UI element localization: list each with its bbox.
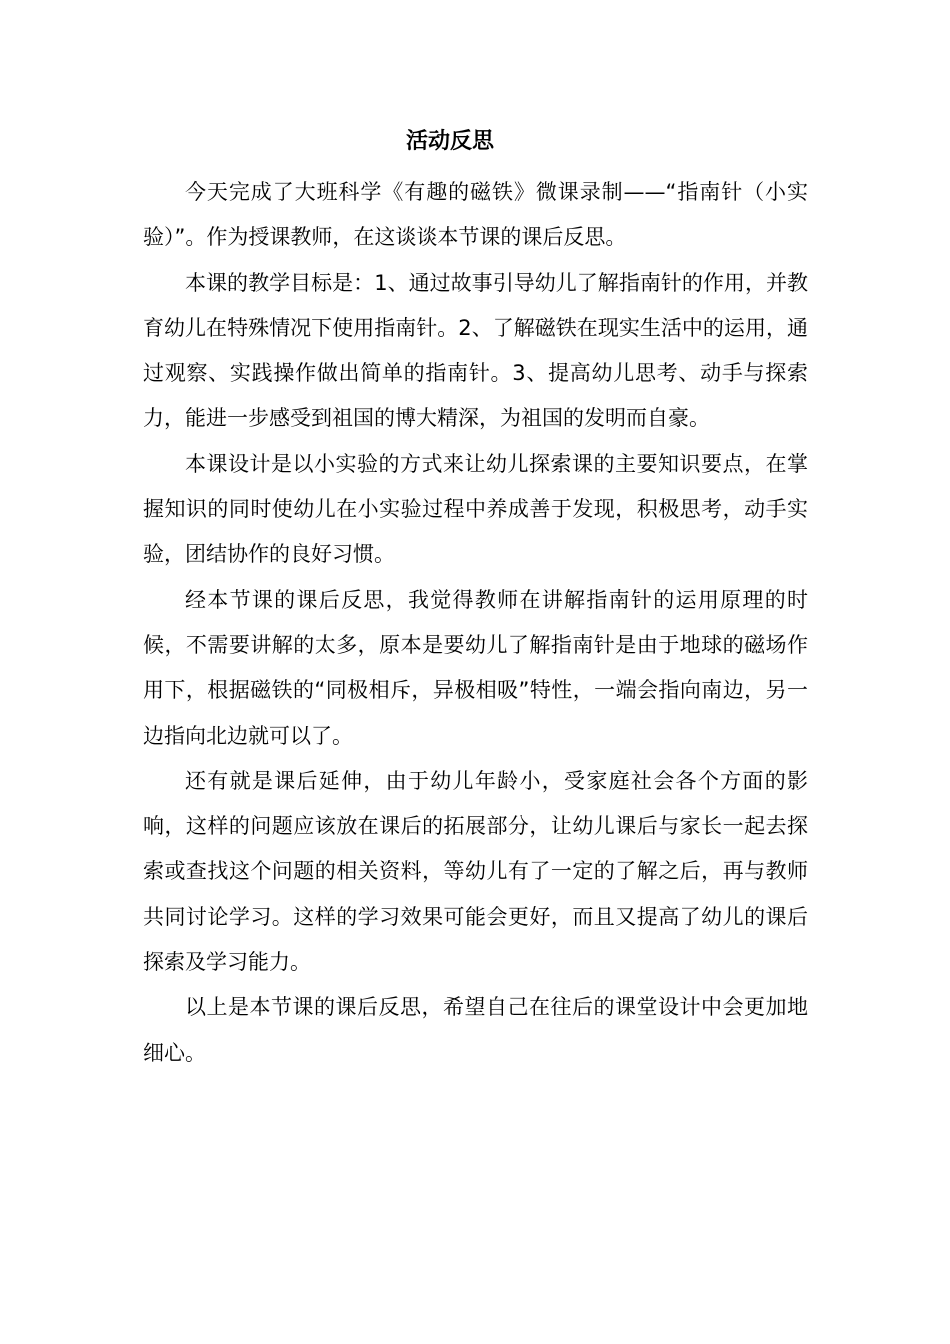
paragraph-lesson-design: 本课设计是以小实验的方式来让幼儿探索课的主要知识要点，在掌握知识的同时使幼儿在小实验过程中养成善于发现，积极思考，动手实验，团结协作的良好习惯。 — [143, 451, 808, 567]
paragraph-reflection: 经本节课的课后反思，我觉得教师在讲解指南针的运用原理的时候，不需要讲解的太多，原本是要幼儿了解指南针是由于地球的磁场作用下，根据磁铁的“同极相斥，异极相吸”特性，一端会指向南边，另一边指向北边就可以了。 — [143, 587, 808, 748]
document-title: 活动反思 — [405, 129, 494, 154]
paragraph-extension: 还有就是课后延伸，由于幼儿年龄小，受家庭社会各个方面的影响，这样的问题应该放在课后的拓展部分，让幼儿课后与家长一起去探索或查找这个问题的相关资料，等幼儿有了一定的了解之后，再与教师共同讨论学习。这样的学习效果可能会更好，而且又提高了幼儿的课后探索及学习能力。 — [143, 768, 808, 975]
paragraph-intro: 今天完成了大班科学《有趣的磁铁》微课录制——“指南针（小实验）”。作为授课教师，在这谈谈本节课的课后反思。 — [143, 180, 808, 250]
paragraph-teaching-goals: 本课的教学目标是：1、通过故事引导幼儿了解指南针的作用，并教育幼儿在特殊情况下使用指南针。2、了解磁铁在现实生活中的运用，通过观察、实践操作做出简单的指南针。3、提高幼儿思考、动手与探索力，能进一步感受到祖国的博大精深，为祖国的发明而自豪。 — [143, 270, 808, 431]
document-body — [143, 170, 808, 1076]
paragraph-conclusion: 以上是本节课的课后反思，希望自己在往后的课堂设计中会更加地细心。 — [143, 995, 808, 1065]
